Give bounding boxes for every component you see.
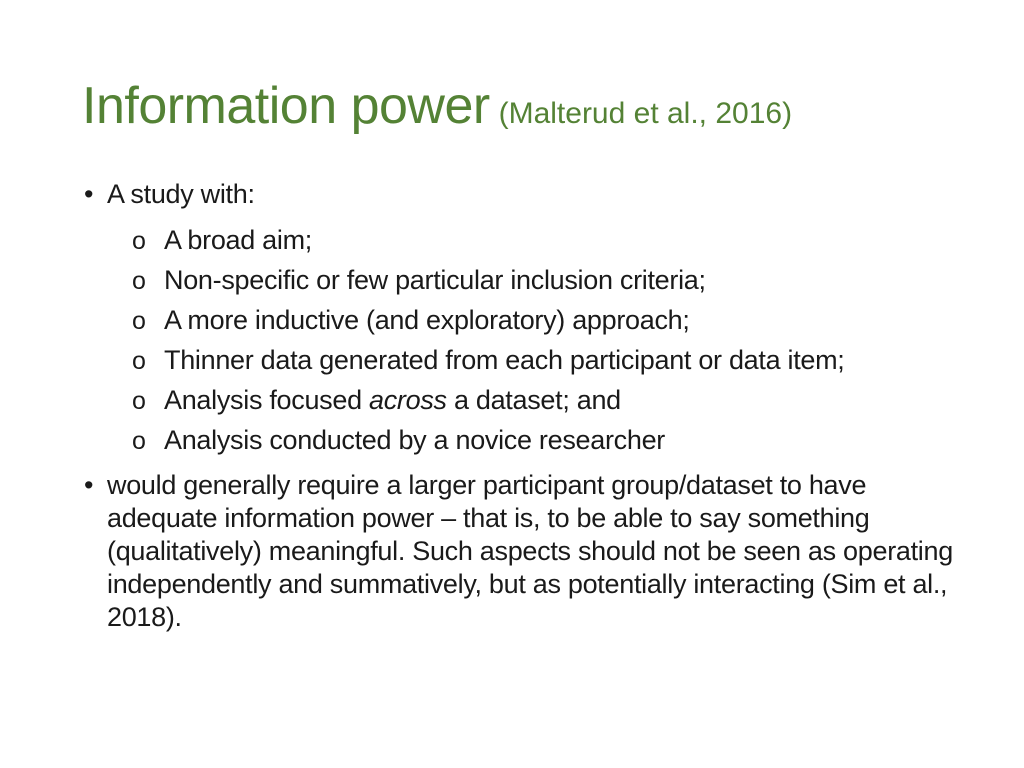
sub-bullet-text-after: a dataset; and <box>446 385 621 415</box>
sub-bullet-text: A more inductive (and exploratory) approach; <box>164 305 690 335</box>
sub-bullet-text: Analysis conducted by a novice researcher <box>164 425 665 455</box>
slide-body <box>82 178 962 634</box>
circle-bullet-icon: o <box>132 387 146 415</box>
bullet-dot-icon: • <box>84 470 94 500</box>
sub-bullet-text: Thinner data generated from each participant or data item; <box>164 345 845 375</box>
sub-bullet-list <box>82 224 962 457</box>
circle-bullet-icon: o <box>132 307 146 335</box>
sub-bullet-emphasis: across <box>369 385 447 415</box>
sub-bullet-item <box>82 384 962 417</box>
circle-bullet-icon: o <box>132 267 146 295</box>
sub-bullet-text: A broad aim; <box>164 225 312 255</box>
sub-bullet-text-before: Analysis focused <box>164 385 370 415</box>
circle-bullet-icon: o <box>132 227 146 255</box>
circle-bullet-icon: o <box>132 347 146 375</box>
slide-title <box>82 77 793 135</box>
conclusion-text: would generally require a larger participant group/dataset to have adequate information power – that is, to be able to say something (qualitatively) meaningful. Such aspects should not be seen as operating independently and summatively, but as potentially interacting (Sim et al., 2018). <box>107 470 953 632</box>
bullet-dot-icon: • <box>84 179 94 209</box>
title-text: Information power <box>82 77 490 135</box>
sub-bullet-item <box>82 424 962 457</box>
sub-bullet-text: Non-specific or few particular inclusion criteria; <box>164 265 706 295</box>
bullet-conclusion <box>82 469 962 634</box>
sub-bullet-item <box>82 304 962 337</box>
circle-bullet-icon: o <box>132 427 146 455</box>
bullet-intro <box>82 178 962 211</box>
sub-bullet-item <box>82 264 962 297</box>
intro-text: A study with: <box>107 179 255 209</box>
sub-bullet-item <box>82 224 962 257</box>
sub-bullet-item <box>82 344 962 377</box>
title-citation: (Malterud et al., 2016) <box>498 97 793 130</box>
